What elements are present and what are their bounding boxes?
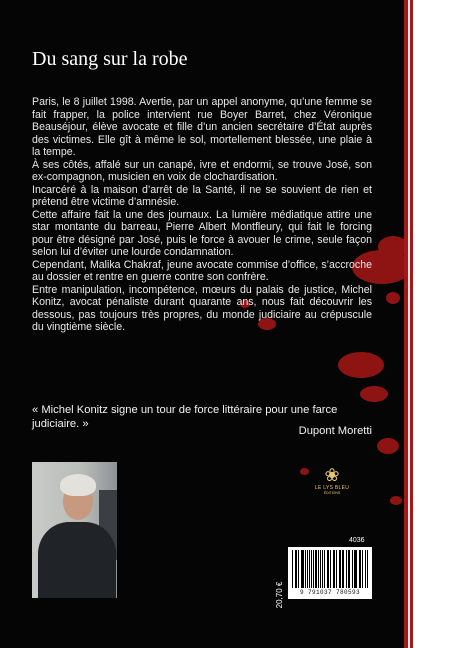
barcode-bar [296,550,297,588]
barcode-bar [292,550,293,588]
isbn-number: 9 791037 780593 [299,589,360,596]
publisher-sub: ÉDITIONS [323,491,341,495]
barcode-bar [302,550,304,588]
barcode-bar [334,550,335,588]
barcode-bar [327,550,328,588]
barcode-bar [365,550,366,588]
synopsis-paragraph: Cependant, Malika Chakraf, jeune avocate commise d’office, s’accroche au dossier et rentre en guerre contre son confrère. [32,258,372,283]
barcode-bar [318,550,319,588]
blood-splatter [360,386,388,402]
synopsis-paragraph: Incarcéré à la maison d’arrêt de la Santé, il ne se souvient de rien et prétend être victime d’amnésie. [32,183,372,208]
synopsis-paragraph: À ses côtés, affalé sur un canapé, ivre et endormi, se trouve José, son ex-compagnon, musicien en voix de clochardisation. [32,158,372,183]
quote-author: Dupont Moretti [298,425,372,437]
barcode-bar [307,550,308,588]
barcode-bar [346,550,347,588]
synopsis-paragraph: Entre manipulation, incompétence, mœurs du palais de justice, Michel Konitz, avocat pénaliste durant quarante ans, nous fait découvrir les dessous, pas toujours très propres, du monde judiciaire au crépuscule du vingtième siècle. [32,283,372,333]
barcode-bar [320,550,321,588]
blood-splatter [378,236,404,258]
synopsis [32,96,372,334]
price-label: 20,70 € [274,581,284,609]
barcode-bar [322,550,324,588]
barcode-bar [295,550,296,588]
barcode-bar [305,550,306,588]
publisher-name: LE LYS BLEU [314,485,350,491]
barcode-bars [292,550,368,588]
synopsis-paragraph: Paris, le 8 juillet 1998. Avertie, par un appel anonyme, qu’une femme se fait frapper, la police intervient rue Boyer Barret, chez Véronique Beauséjour, élève avocate et fille d’un ancien secrétaire d’État auprès des victimes. Elle gît à même le sol, mortellement blessée, une plaie à la tempe. [32,96,372,158]
blood-splatter [377,438,399,454]
barcode-bar [342,550,343,588]
barcode-bar [343,550,344,588]
barcode-bar [330,550,331,588]
blood-splatter [390,496,402,505]
barcode-bar [336,550,337,588]
spine-stripe [410,0,413,648]
barcode-bar [313,550,314,588]
barcode-bar [315,550,316,588]
barcode-bar [349,550,350,588]
barcode-bar [367,550,368,588]
barcode-bar [354,550,355,588]
book-code: 4036 [349,537,365,544]
barcode-bar [355,550,357,588]
barcode-bar [339,550,341,588]
barcode-bar [298,550,299,588]
barcode-bar [311,550,312,588]
publisher-logo [312,465,352,496]
blood-splatter [386,292,400,304]
blood-splatter [338,352,384,378]
barcode-bar [348,550,349,588]
barcode-bar [301,550,302,588]
barcode-bar [324,550,325,588]
barcode-bar [328,550,329,588]
review-quote: « Michel Konitz signe un tour de force littéraire pour une farce judiciaire. » [32,404,338,430]
synopsis-paragraph: Cette affaire fait la une des journaux. La lumière médiatique attire une star montante du barreau, Pierre Albert Montfleury, qui fait le forcing pour être désigné par José, puis le force à avouer le crime, seule façon selon lui d’éviter une lourde condamnation. [32,208,372,258]
barcode-bar [309,550,310,588]
barcode-bar [360,550,361,588]
lotus-icon: ❀ [324,465,340,485]
blood-splatter [300,468,309,475]
barcode [288,547,372,599]
barcode-bar [352,550,353,588]
author-photo [32,462,117,598]
barcode-bar [333,550,334,588]
book-title: Du sang sur la robe [32,48,188,70]
barcode-bar [362,550,363,588]
barcode-bar [359,550,360,588]
